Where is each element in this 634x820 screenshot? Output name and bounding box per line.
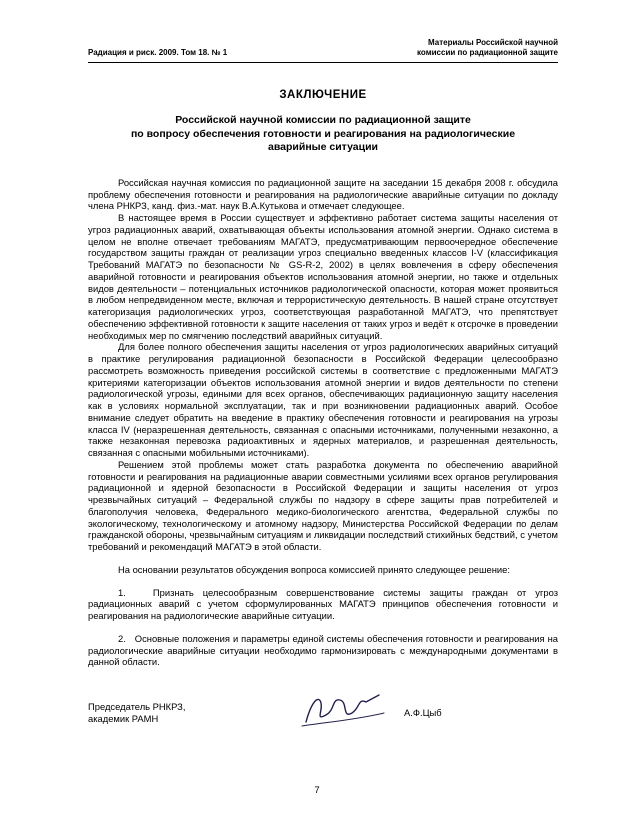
paragraph-3: Для более полного обеспечения защиты населения от угроз радиологических аварийных ситуаций в практике регулирования радиационной безопасности в Российской Федерации целесообразно рассмотреть возможность приведения российской системы в соответствие с предложенными МАГАТЭ критериями категоризации объектов использования атомной энергии и видов деятельности по степени радиологической угрозы, едиными для всех органов, обеспечивающих радиационную защиту населения как в условиях нормальной эксплуатации, так и при возникновении радиационных аварий. Особое внимание следует обратить на введение в практику обеспечения готовности и реагирования на угрозы класса IV (неразрешенная деятельность, связанная с опасными источниками, полученными незаконно, а также незаконная перевозка радиоактивных и ядерных материалов, и разрешенная деятельность, связанная с опасными мобильными источниками). — [88, 341, 558, 459]
paragraph-2: В настоящее время в России существует и эффективно работает система защиты населения от угроз радиационных аварий, охватывающая объекты использования атомной энергии. Однако система в целом не вполне отвечает требованиям МАГАТЭ, предусматривающим первоочередное обеспечение государством защиты граждан от реализации угроз специально введенных классов I-V (классификация Требований МАГАТЭ по безопасности № GS-R-2, 2002) в целях вовлечения в сферу обеспечения аварийной готовности и реагирования объектов использования атомной энергии, но также и отдельных видов деятельности – потенциальных источников радиологической опасности, которая может проявиться в любом непредвиденном месте, включая и террористическую деятельность. В нашей стране отсутствует категоризация радиологических угроз, соответствующая разработанной МАГАТЭ, что препятствует обеспечению эффективной готовности к защите населения от таких угроз и ведёт к отсрочке в проведении необходимых мер по смягчению последствий аварийных ситуаций. — [88, 212, 558, 341]
signer-position-line2: академик РАМН — [88, 712, 159, 724]
signer-position — [88, 701, 238, 725]
signer-name: А.Ф.Цыб — [404, 706, 442, 718]
signature-block — [88, 690, 558, 735]
subtitle-line3: аварийные ситуации — [268, 141, 378, 154]
document-title: ЗАКЛЮЧЕНИЕ — [279, 89, 367, 101]
decision-2-text: Основные положения и параметры единой системы обеспечения готовности и реагирования на радиологические аварийные ситуации необходимо гармонизировать с международными документами в данной области. — [88, 632, 558, 668]
running-header — [88, 38, 558, 63]
signer-position-line1: Председатель РНКРЗ, — [88, 700, 186, 712]
paragraph-4: Решением этой проблемы может стать разработка документа по обеспечению аварийной готовности и реагирования на радиационные аварии совместными усилиями всех органов регулирования радиационной и ядерной безопасности в Российской Федерации и защиты населения от угроз чрезвычайных ситуаций – Федеральной службы по надзору в сфере защиты прав потребителей и благополучия человека, Федерального медико-биологического агентства, Федеральной службы по экологическому, технологическому и атомному надзору, Министерства Российской Федерации по делам гражданской обороны, чрезвычайным ситуациям и ликвидации последствий стихийных бедствий, с учетом требований и рекомендаций МАГАТЭ в этой области. — [88, 458, 558, 553]
decision-item-1 — [88, 587, 558, 622]
paragraph-1: Российская научная комиссия по радиационной защите на заседании 15 декабря 2008 г. обсудила проблему обеспечения готовности и реагирования на радиологические аварийные ситуации по докладу члена РНКРЗ, канд. физ.-мат. наук В.А.Кутькова и отмечает следующее. — [88, 176, 558, 212]
subtitle-line2: по вопросу обеспечения готовности и реагирования на радиологические — [130, 127, 516, 140]
subtitle-line1: Российской научной комиссии по радиационной защите — [175, 114, 471, 126]
journal-reference: Радиация и риск. 2009. Том 18. № 1 — [88, 48, 228, 57]
decision-1-number: 1. — [118, 586, 126, 598]
source-note-line2: комиссии по радиационной защите — [417, 48, 558, 57]
handwritten-signature-image — [296, 690, 388, 735]
document-body — [88, 177, 558, 668]
decision-1-text: Признать целесообразным совершенствование системы защиты граждан от угроз радиационных аварий с учетом сформулированных МАГАТЭ принципов обеспечения готовности и реагирования на радиологические аварийные ситуации. — [88, 586, 558, 622]
decision-2-number: 2. — [118, 632, 126, 644]
source-note-line1: Материалы Российской научной — [427, 38, 558, 47]
document-subtitle — [88, 114, 558, 155]
page-number: 7 — [314, 785, 320, 796]
decision-intro: На основании результатов обсуждения вопроса комиссией принято следующее решение: — [118, 563, 510, 575]
decision-item-2 — [88, 633, 558, 668]
source-note — [417, 38, 558, 58]
